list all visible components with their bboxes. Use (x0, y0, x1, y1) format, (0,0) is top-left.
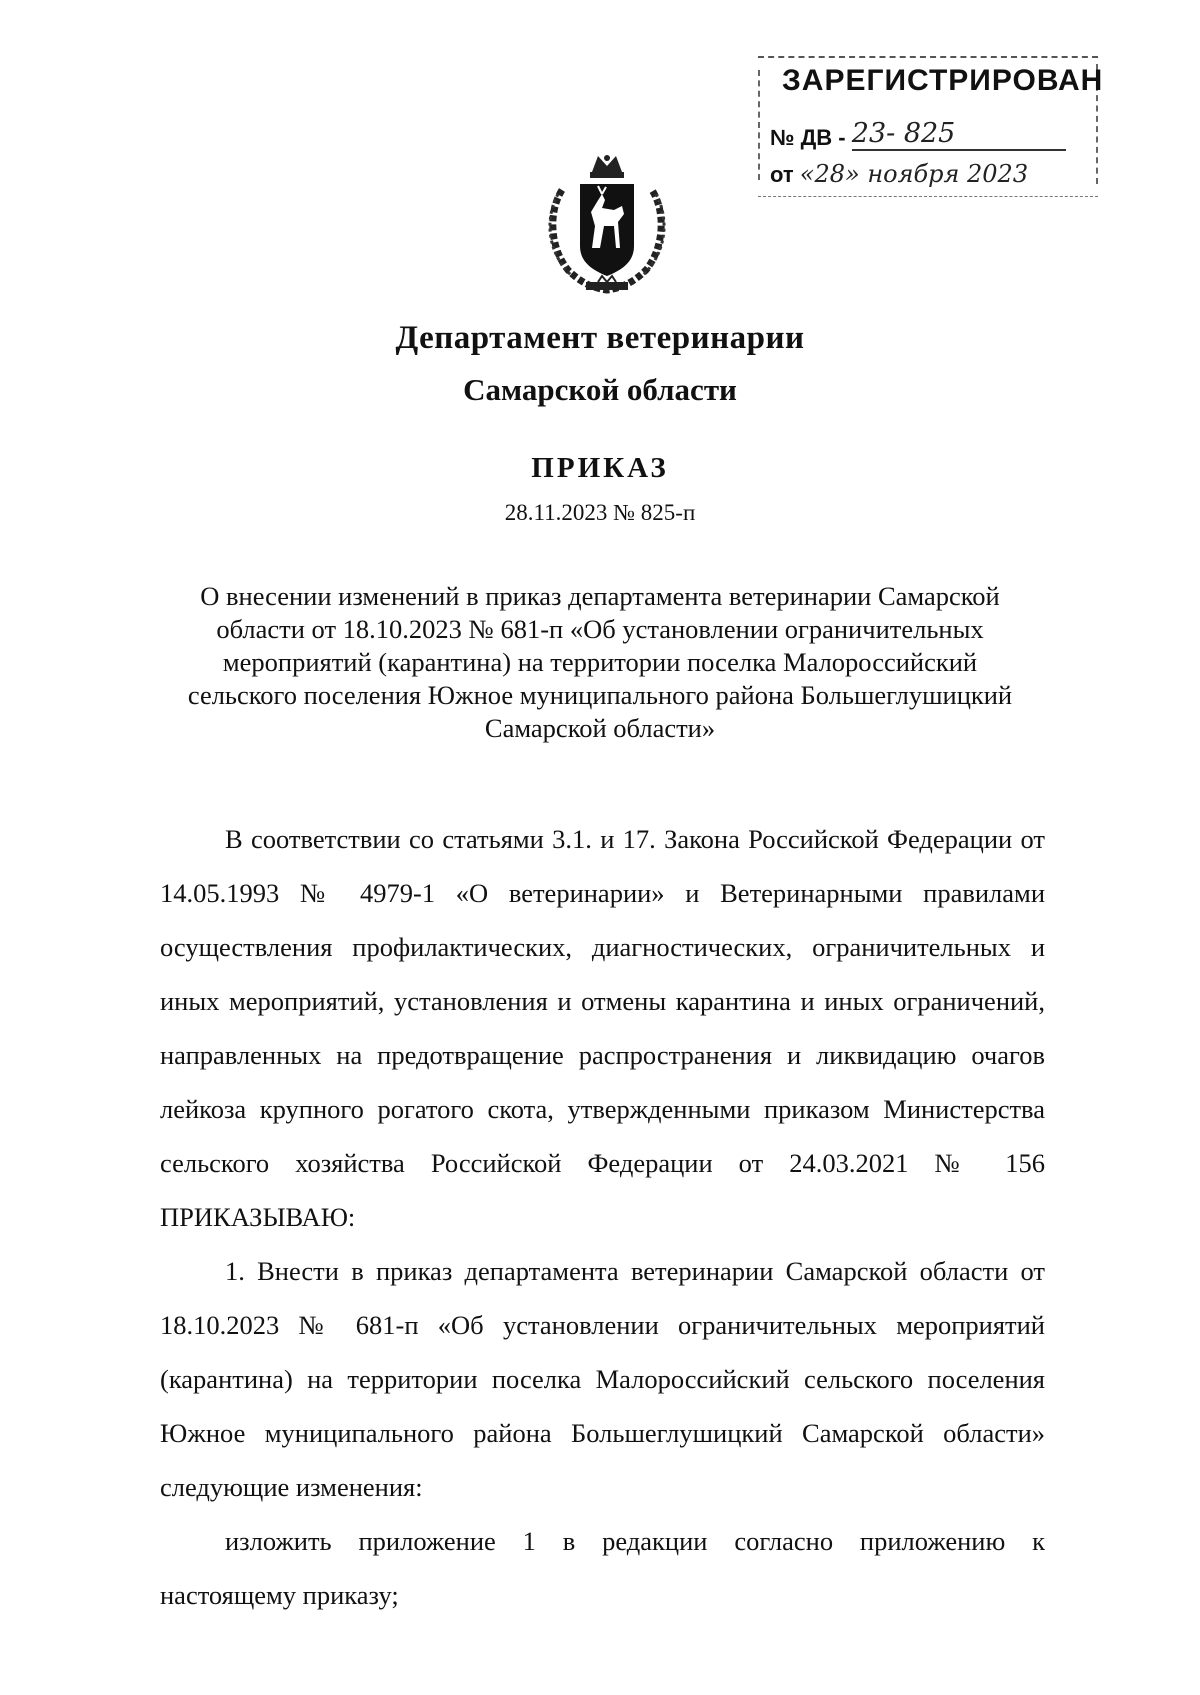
stamp-date-row (770, 160, 1028, 188)
stamp-edge-left (758, 70, 760, 180)
stamp-date-value: «28» ноября 2023 (799, 160, 1029, 188)
order-body (160, 812, 1045, 1622)
item-1-paragraph: 1. Внести в приказ департамента ветеринарии Самарской области от 18.10.2023 № 681-п «Об установлении ограничительных мероприятий (карантина) на территории поселка Малороссийский сельского поселения Южное муниципального района Большеглушицкий Самарской области» следующие изменения: (160, 1256, 1045, 1502)
samara-coat-of-arms-icon (542, 150, 672, 298)
order-subject: О внесении изменений в приказ департамента ветеринарии Самарской области от 18.10.2023 № 681-п «Об установлении ограничительных мероприятий (карантина) на территории поселка Малороссийский сельского поселения Южное муниципального района Большеглушицкий Самарской области» (187, 581, 1013, 743)
stamp-number-line (852, 118, 1066, 151)
stamp-number-row (770, 118, 1066, 151)
department-region: Самарской области (463, 372, 737, 407)
stamp-number-label: № ДВ - (770, 125, 846, 150)
preamble-paragraph: В соответствии со статьями 3.1. и 17. Закона Российской Федерации от 14.05.1993 № 4979-1 «О ветеринарии» и Ветеринарными правилами осуществления профилактических, диагностических, ограничительных и иных мероприятий, установления и отмены карантина и иных ограничений, направленных на предотвращение распространения и ликвидацию очагов лейкоза крупного рогатого скота, утвержденными приказом Министерства сельского хозяйства Российской Федерации от 24.03.2021 № 156 ПРИКАЗЫВАЮ: (160, 824, 1045, 1232)
department-name: Департамент ветеринарии (395, 320, 805, 356)
item-1-change-paragraph: изложить приложение 1 в редакции согласно приложению к настоящему приказу; (160, 1526, 1045, 1610)
stamp-title: ЗАРЕГИСТРИРОВАН (782, 64, 1104, 97)
order-date-number: 28.11.2023 № 825-п (504, 500, 696, 525)
order-title: ПРИКАЗ (531, 452, 669, 484)
stamp-date-label: от (770, 162, 794, 187)
registration-stamp (758, 56, 1104, 196)
stamp-number-value: 23- 825 (851, 118, 956, 149)
